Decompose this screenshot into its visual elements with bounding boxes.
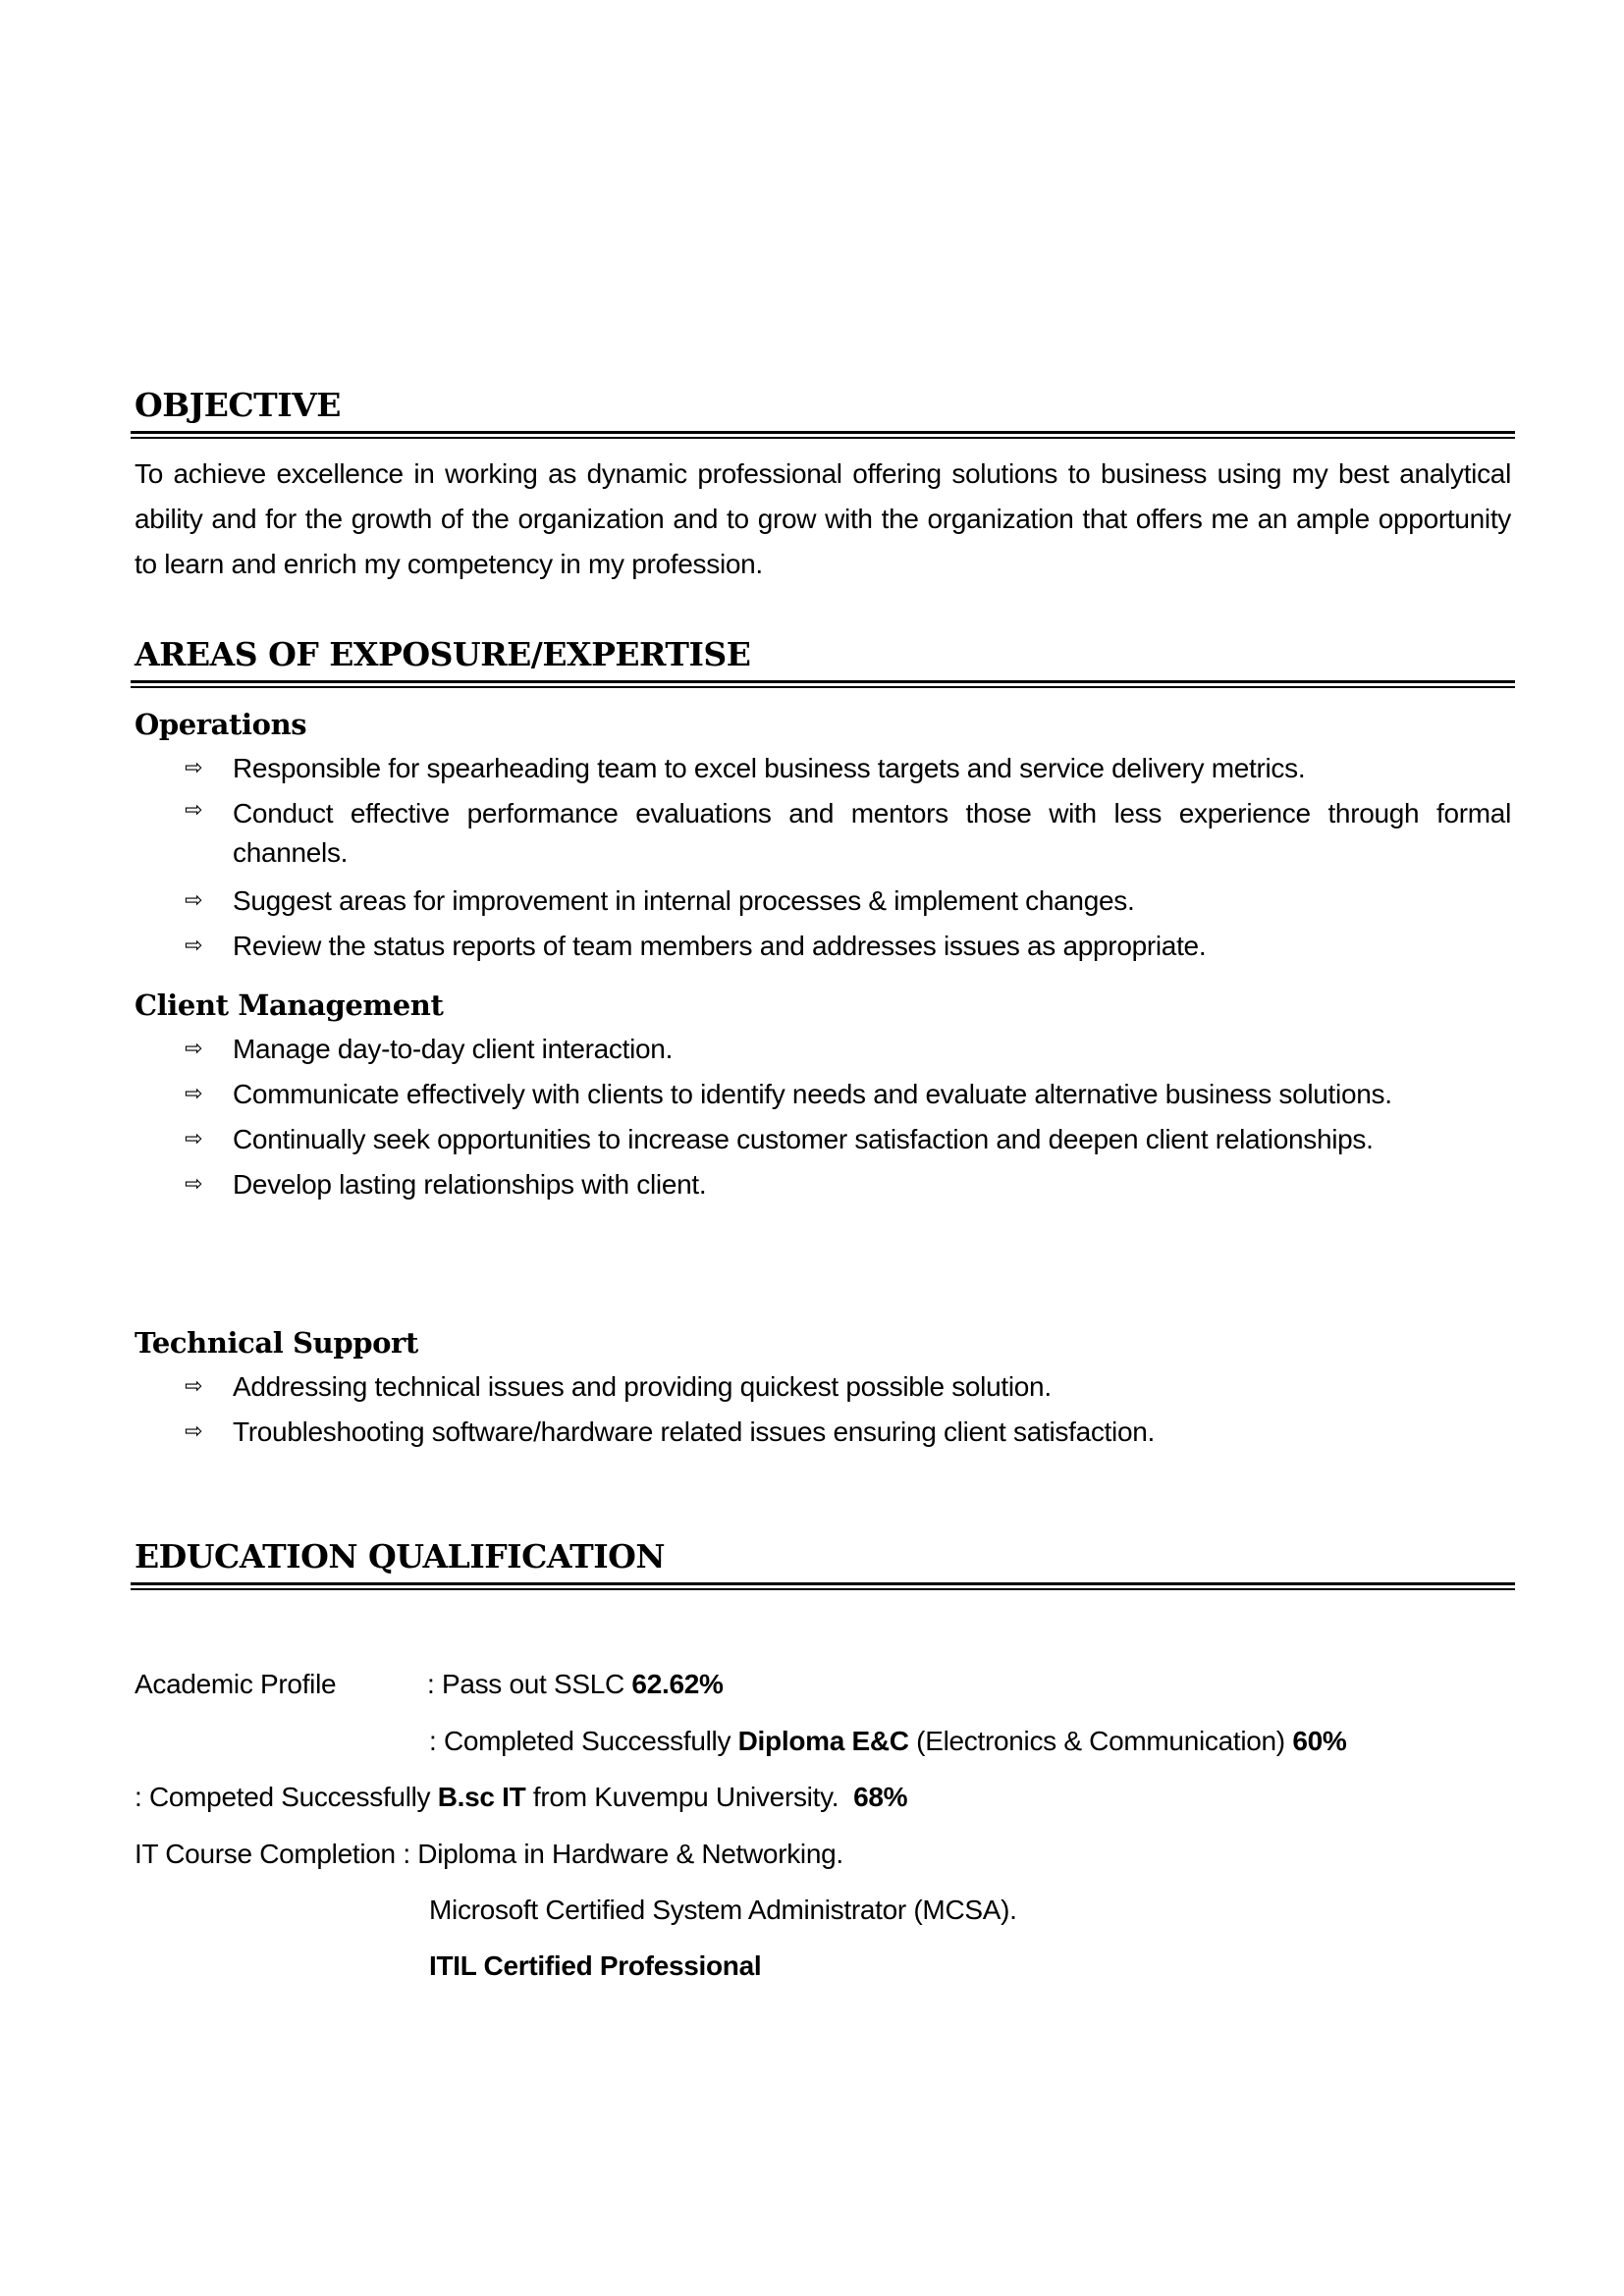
right-arrow-outline-icon: ⇨	[185, 1374, 203, 1399]
right-arrow-outline-icon: ⇨	[185, 934, 203, 958]
right-arrow-outline-icon: ⇨	[185, 1082, 203, 1106]
section-divider	[131, 680, 1515, 688]
list-item: ⇨ Responsible for spearheading team to excel business targets and service delivery metrics.	[0, 746, 1511, 791]
education-heading: EDUCATION QUALIFICATION	[135, 1537, 666, 1575]
bsc-degree: B.sc IT	[437, 1782, 526, 1812]
education-row-itil	[429, 1944, 761, 1989]
section-divider	[131, 1582, 1515, 1590]
list-item: ⇨ Addressing technical issues and providing quickest possible solution.	[0, 1364, 1511, 1410]
list-item: ⇨ Conduct effective performance evaluations and mentors those with less experience through formal channels.	[0, 791, 1511, 873]
technical-support-list	[0, 1364, 1624, 1455]
right-arrow-outline-icon: ⇨	[185, 798, 203, 823]
list-item: ⇨ Suggest areas for improvement in internal processes & implement changes.	[0, 879, 1511, 924]
section-divider	[131, 431, 1515, 439]
right-arrow-outline-icon: ⇨	[185, 1127, 203, 1151]
right-arrow-outline-icon: ⇨	[185, 888, 203, 913]
list-item: ⇨ Review the status reports of team members and addresses issues as appropriate.	[0, 924, 1511, 969]
right-arrow-outline-icon: ⇨	[185, 756, 203, 780]
right-arrow-outline-icon: ⇨	[185, 1037, 203, 1061]
objective-text: To achieve excellence in working as dynamic professional offering solutions to business using my best analytical ability and for the growth of the organization and to grow with the organization that offers me an ample opportunity to learn and enrich my competency in my profession.	[135, 458, 1511, 579]
education-row-sslc: Academic Profile : Pass out SSLC 62.62%	[135, 1662, 724, 1707]
it-course-label: IT Course Completion	[135, 1839, 396, 1869]
list-item: ⇨ Develop lasting relationships with client.	[0, 1162, 1511, 1207]
right-arrow-outline-icon: ⇨	[185, 1419, 203, 1444]
education-row-mcsa: Microsoft Certified System Administrator (MCSA).	[429, 1895, 1017, 1925]
list-item: ⇨ Communicate effectively with clients to identify needs and evaluate alternative business solutions.	[0, 1072, 1511, 1117]
academic-profile-label: Academic Profile	[135, 1669, 337, 1699]
client-management-list	[0, 1027, 1624, 1207]
operations-list	[0, 746, 1624, 969]
list-item: ⇨ Continually seek opportunities to increase customer satisfaction and deepen client relationships.	[0, 1117, 1511, 1162]
sslc-score: 62.62%	[631, 1669, 724, 1699]
list-item: ⇨ Troubleshooting software/hardware related issues ensuring client satisfaction.	[0, 1410, 1511, 1455]
education-row-diploma: : Completed Successfully Diploma E&C (Electronics & Communication) 60%	[429, 1726, 1347, 1756]
education-row-it-course: IT Course Completion : Diploma in Hardware & Networking.	[135, 1839, 843, 1869]
itil-certification: ITIL Certified Professional	[429, 1950, 762, 1981]
right-arrow-outline-icon: ⇨	[185, 1172, 203, 1197]
subheading-technical-support: Technical Support	[135, 1326, 418, 1360]
education-row-bsc: : Competed Successfully B.sc IT from Kuvempu University. 68%	[135, 1782, 908, 1812]
bsc-score: 68%	[853, 1782, 908, 1812]
subheading-operations: Operations	[135, 708, 307, 741]
subheading-client-management: Client Management	[135, 988, 444, 1022]
objective-heading: OBJECTIVE	[135, 386, 341, 424]
diploma-degree: Diploma E&C	[737, 1726, 909, 1756]
diploma-score: 60%	[1292, 1726, 1347, 1756]
list-item: ⇨ Manage day-to-day client interaction.	[0, 1027, 1511, 1072]
expertise-heading: AREAS OF EXPOSURE/EXPERTISE	[135, 635, 751, 673]
